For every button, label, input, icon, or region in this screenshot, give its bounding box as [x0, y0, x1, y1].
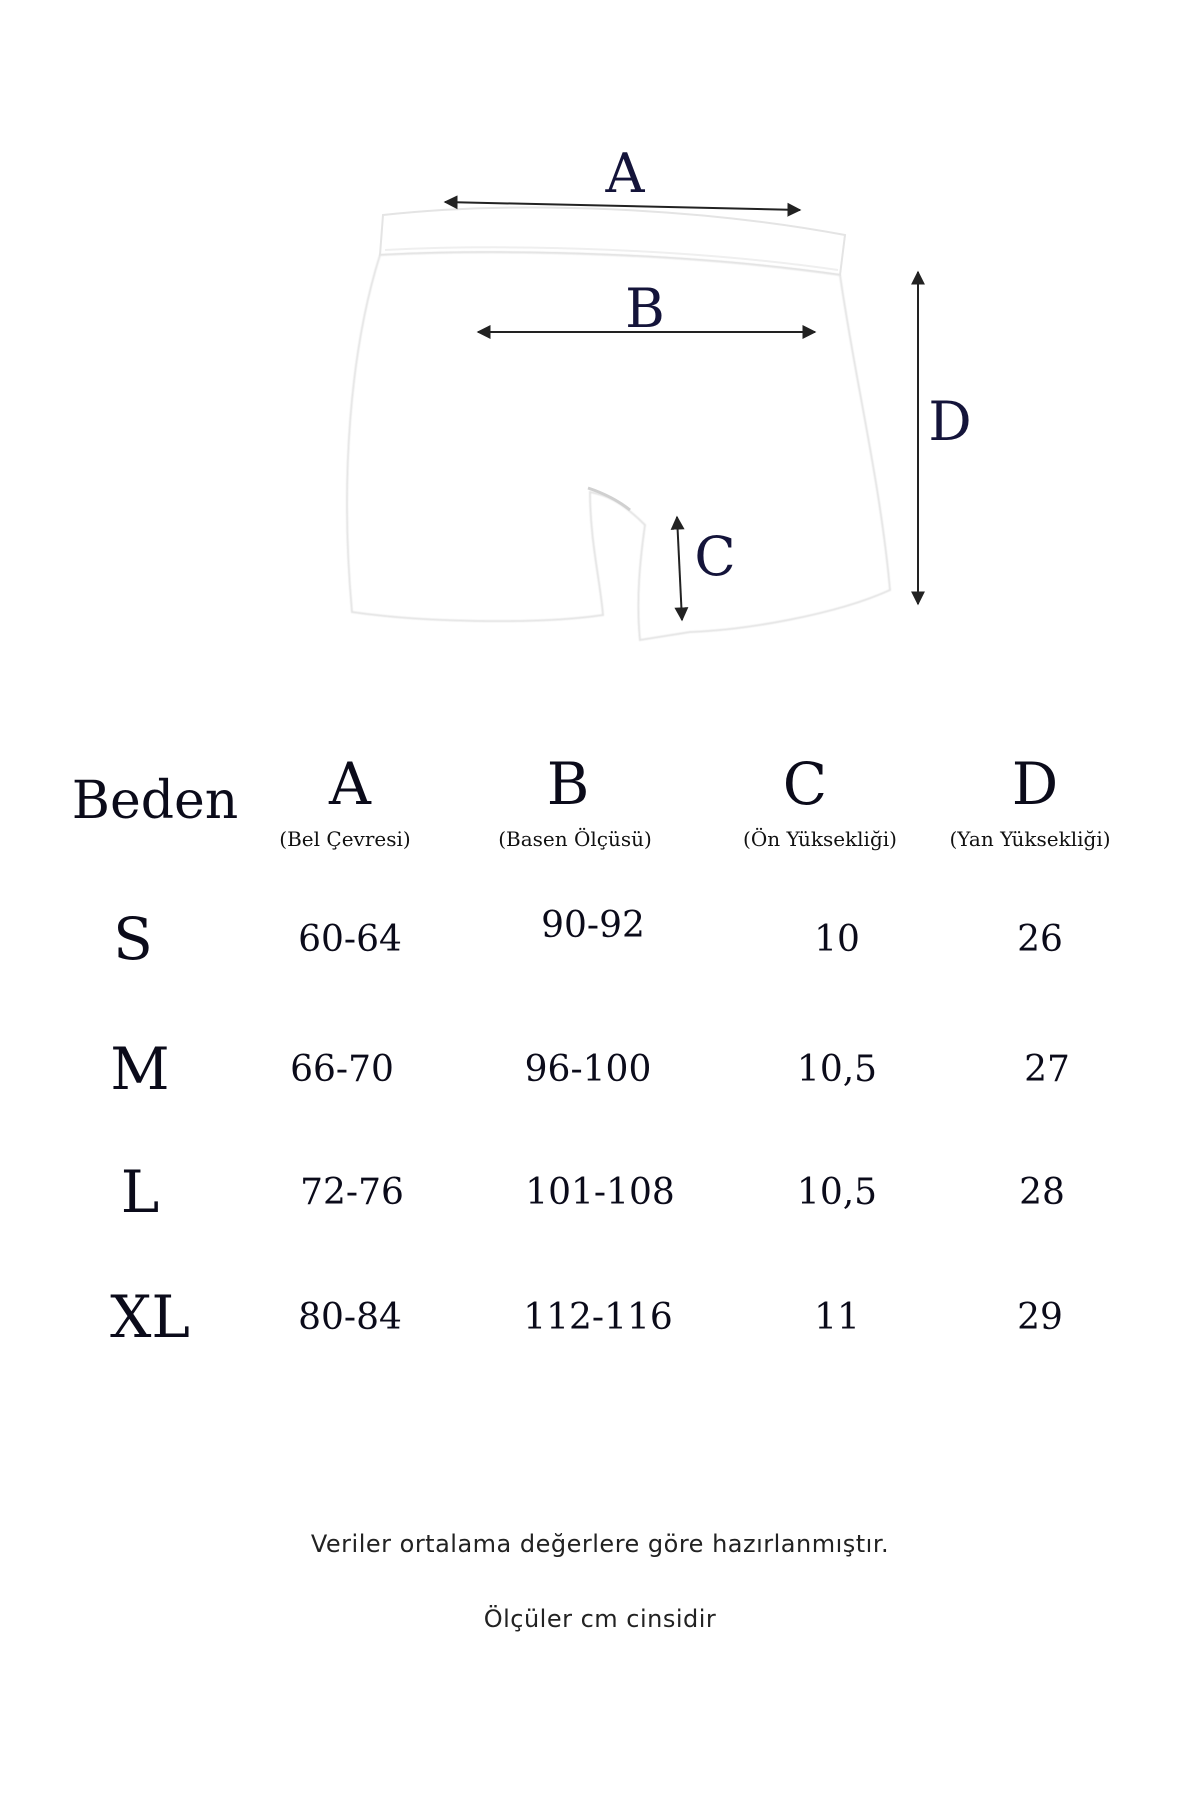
column-header-a: A [329, 750, 371, 818]
shorts-garment [347, 208, 890, 640]
note-average-values: Veriler ortalama değerlere göre hazırlanmıştır. [310, 1530, 890, 1558]
row-s-value-d: 26 [1017, 919, 1063, 960]
row-m-value-b: 96-100 [524, 1049, 652, 1090]
column-subtitle-c: (Ön Yüksekliği) [743, 827, 897, 851]
row-l-value-c: 10,5 [796, 1172, 878, 1213]
row-xl-value-d: 29 [1017, 1297, 1063, 1338]
size-column-header: Beden [71, 771, 239, 831]
note-units-cm: Ölçüler cm cinsidir [483, 1605, 717, 1633]
row-xl-value-a: 80-84 [298, 1297, 402, 1338]
row-l-value-d: 28 [1019, 1172, 1065, 1213]
row-size-l: L [120, 1158, 160, 1226]
column-subtitle-b: (Basen Ölçüsü) [498, 827, 652, 851]
row-s-value-b: 90-92 [541, 905, 645, 946]
label-a: A [605, 142, 645, 205]
size-diagram [0, 0, 1200, 700]
shorts-body [347, 252, 890, 640]
row-xl-value-c: 11 [814, 1297, 860, 1338]
column-subtitle-a: (Bel Çevresi) [279, 827, 411, 851]
label-d: D [928, 390, 972, 453]
row-xl-value-b: 112-116 [523, 1297, 673, 1338]
shorts-diagram-svg [0, 0, 1200, 700]
column-header-d: D [1011, 750, 1059, 818]
row-size-m: M [110, 1035, 170, 1103]
row-s-value-c: 10 [814, 919, 860, 960]
label-c: C [694, 525, 736, 588]
label-b: B [625, 277, 665, 340]
row-s-value-a: 60-64 [298, 919, 402, 960]
row-m-value-a: 66-70 [290, 1049, 394, 1090]
row-m-value-c: 10,5 [796, 1049, 878, 1090]
column-header-b: B [546, 750, 590, 818]
size-table [0, 740, 1200, 1360]
column-header-c: C [782, 750, 828, 818]
row-size-xl: XL [110, 1283, 190, 1351]
row-size-s: S [113, 905, 153, 973]
row-l-value-a: 72-76 [300, 1172, 404, 1213]
column-subtitle-d: (Yan Yüksekliği) [949, 827, 1111, 851]
row-l-value-b: 101-108 [525, 1172, 675, 1213]
row-m-value-d: 27 [1024, 1049, 1070, 1090]
